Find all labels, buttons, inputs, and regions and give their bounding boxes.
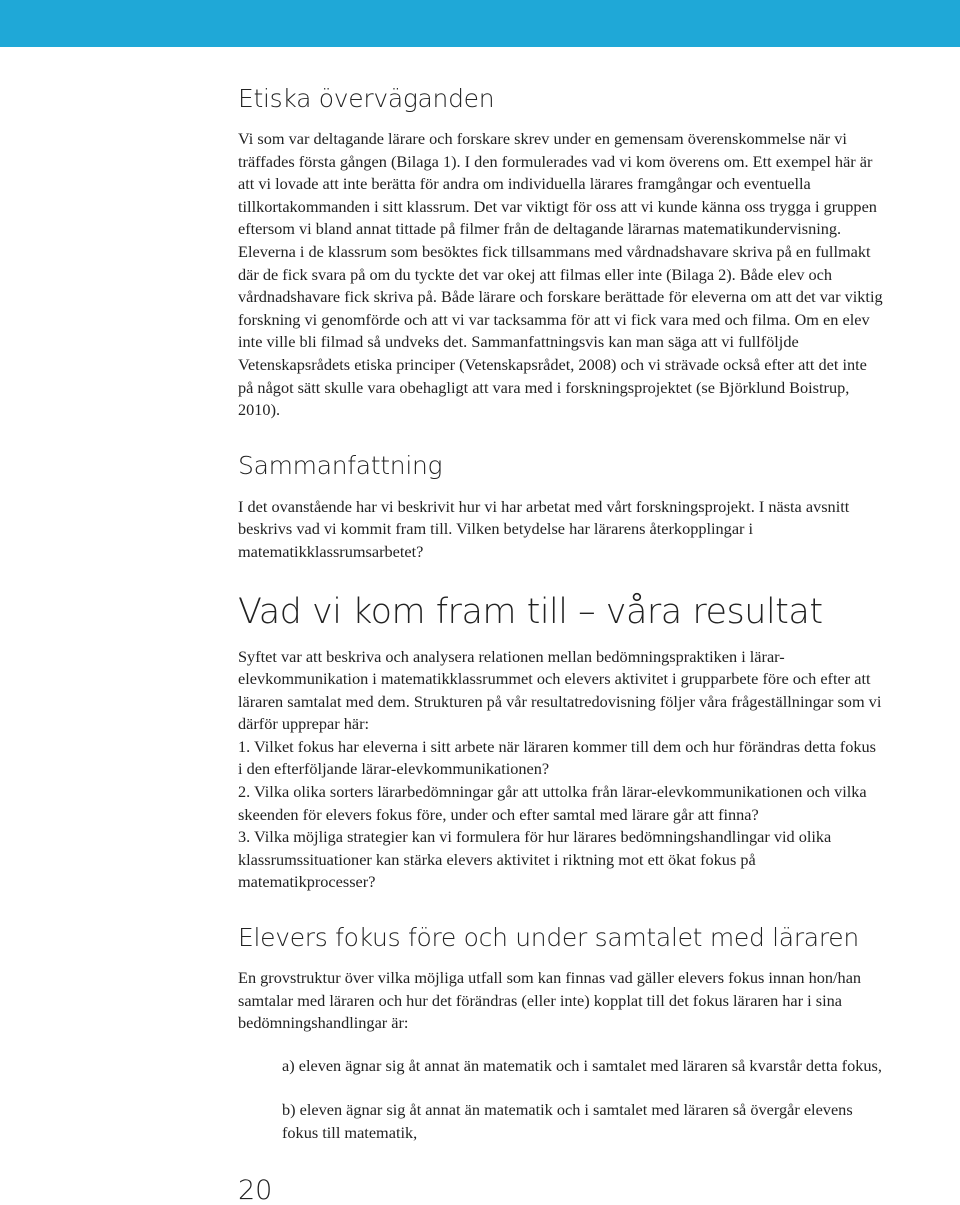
list-item-b: b) eleven ägnar sig åt annat än matematik och i samtalet med läraren så övergår elevens fokus till matematik, bbox=[282, 1100, 853, 1142]
heading-elevers-fokus: Elevers fokus före och under samtalet med läraren bbox=[238, 923, 859, 953]
page-number: 20 bbox=[238, 1175, 273, 1205]
paragraph-etiska-1: Vi som var deltagande lärare och forskare skrev under en gemensam överenskommelse när vi träffades första gången (Bilaga 1). I den formulerades vad vi kom överens om. Ett exempel här är att vi lovade att inte berätta för andra om individuella lärares framgångar och eventuella tillkortakommanden i sitt klassrum. Det var viktigt för oss att vi kunde känna oss trygga i gruppen eftersom vi bland annat tittade på filmer från de deltagande lärarnas matematikundervisning. bbox=[238, 129, 877, 239]
heading-sammanfattning: Sammanfattning bbox=[238, 450, 443, 480]
paragraph-resultat-intro: Syftet var att beskriva och analysera relationen mellan bedömningspraktiken i lärar-elevkommunikation i matematikklassrummet och elevers aktivitet i grupparbete före och efter att läraren samtalat med dem. Strukturen på vår resultatredovisning följer våra frågeställningar som vi därför upprepar här: bbox=[238, 646, 882, 734]
heading-etiska: Etiska överväganden bbox=[238, 84, 495, 113]
paragraph-etiska-2: Eleverna i de klassrum som besöktes fick tillsammans med vårdnadshavare skriva på en fullmakt där de fick svara på om du tyckte det var okej att filmas eller inte (Bilaga 2). Både elev och vårdnadshavare fick skriva på. Både lärare och forskare berättade för eleverna om att det var viktig forskning vi genomförde och att vi var tacksamma för att vi fick vara med och filma. Om en elev inte ville bli filmad så undveks det. Sammanfattningsvis kan man säga att vi fullföljde Vetenskapsrådets etiska principer (Vetenskapsrådet, 2008) och vi strävade också efter att det inte på något sätt skulle vara obehagligt att vara med i forskningsprojektet (se Björklund Boistrup, 2010). bbox=[238, 241, 883, 420]
paragraph-resultat-question-1: 1. Vilket fokus har eleverna i sitt arbete när läraren kommer till dem och hur förändras detta fokus i den efterföljande lärar-elevkommunikationen? bbox=[238, 736, 876, 779]
paragraph-resultat-question-3: 3. Vilka möjliga strategier kan vi formulera för hur lärares bedömningshandlingar vid olika klassrumssituationer kan stärka elevers aktivitet i riktning mot ett ökat fokus på matematikprocesser? bbox=[238, 827, 832, 892]
list-item-a: a) eleven ägnar sig åt annat än matematik och i samtalet med läraren så kvarstår detta fokus, bbox=[282, 1055, 882, 1075]
page-content bbox=[238, 83, 884, 1145]
heading-resultat: Vad vi kom fram till – våra resultat bbox=[238, 591, 823, 632]
paragraph-elevers-fokus-1: En grovstruktur över vilka möjliga utfall som kan finnas vad gäller elevers fokus innan hon/han samtalar med läraren och hur det förändras (eller inte) kopplat till det fokus läraren har i sina bedömningshandlingar är: bbox=[238, 968, 862, 1033]
paragraph-sammanfattning-1: I det ovanstående har vi beskrivit hur vi har arbetat med vårt forskningsprojekt. I nästa avsnitt beskrivs vad vi kommit fram till. Vilken betydelse har lärarens återkopplingar i matematikklassrumsarbetet? bbox=[238, 496, 850, 561]
header-color-band bbox=[0, 0, 960, 47]
paragraph-resultat-question-2: 2. Vilka olika sorters lärarbedömningar går att uttolka från lärar-elevkommunikationen och vilka skeenden för elevers fokus före, under och efter samtal med lärare går att finna? bbox=[238, 782, 867, 824]
